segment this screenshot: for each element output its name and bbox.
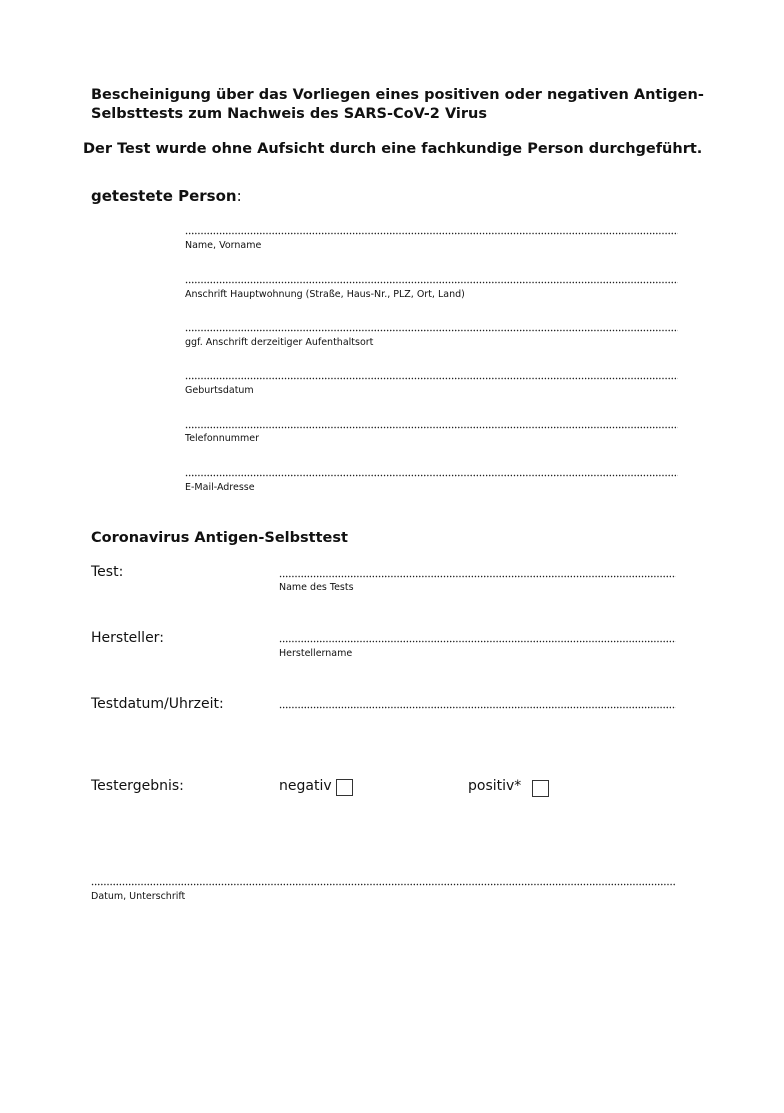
test-name-field[interactable] (279, 575, 676, 578)
document-subtitle: Der Test wurde ohne Aufsicht durch eine fachkundige Person durchgeführt. (83, 141, 703, 157)
test-datetime-field[interactable] (279, 706, 676, 709)
name-caption: Name, Vorname (185, 240, 262, 251)
positive-checkbox[interactable] (532, 780, 549, 797)
test-result-label: Testergebnis: (91, 778, 184, 794)
manufacturer-caption: Herstellername (279, 648, 353, 659)
person-section-heading (91, 186, 242, 206)
current-address-caption: ggf. Anschrift derzeitiger Aufenthaltsort (185, 337, 374, 348)
test-name-caption: Name des Tests (279, 582, 354, 593)
email-field[interactable] (185, 474, 678, 477)
document-title: Bescheinigung über das Vorliegen eines positiven oder negativen Antigen-Selbsttests zum Nachweis des SARS-CoV-2 Virus (91, 87, 704, 122)
person-heading-suffix: : (236, 187, 242, 205)
test-label: Test: (91, 564, 124, 580)
negative-checkbox[interactable] (336, 779, 353, 796)
manufacturer-field[interactable] (279, 640, 676, 643)
signature-caption: Datum, Unterschrift (91, 891, 186, 902)
test-datetime-label: Testdatum/Uhrzeit: (91, 696, 224, 712)
phone-caption: Telefonnummer (185, 433, 259, 444)
signature-field[interactable] (91, 883, 676, 886)
main-address-field[interactable] (185, 281, 678, 284)
positive-label: positiv* (468, 778, 522, 794)
negative-label: negativ (279, 778, 332, 794)
manufacturer-label: Hersteller: (91, 630, 164, 646)
test-section-heading: Coronavirus Antigen-Selbsttest (91, 530, 348, 546)
phone-field[interactable] (185, 426, 678, 429)
birthdate-field[interactable] (185, 377, 678, 380)
name-field[interactable] (185, 232, 678, 235)
email-caption: E-Mail-Adresse (185, 482, 255, 493)
current-address-field[interactable] (185, 329, 678, 332)
person-heading-text: getestete Person (91, 187, 237, 205)
main-address-caption: Anschrift Hauptwohnung (Straße, Haus-Nr., PLZ, Ort, Land) (185, 289, 465, 300)
birthdate-caption: Geburtsdatum (185, 385, 254, 396)
